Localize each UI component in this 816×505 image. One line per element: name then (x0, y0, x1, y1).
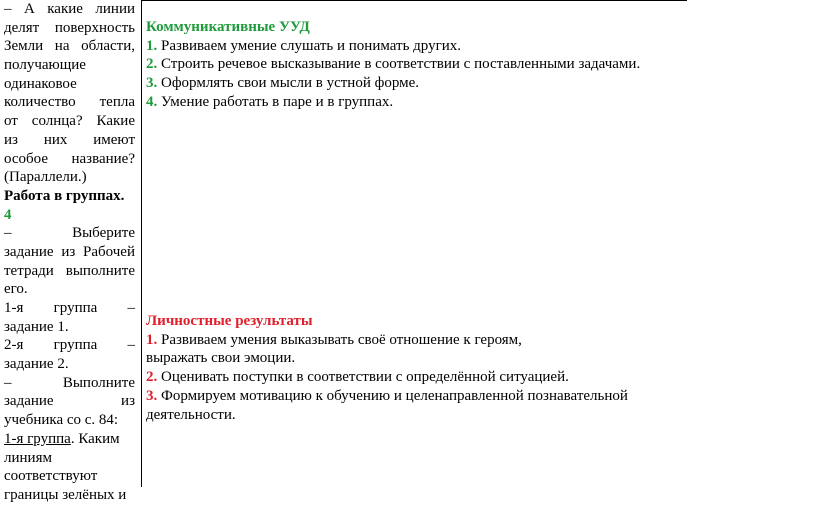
left-line: соответствуют (4, 468, 98, 485)
left-line-group1 (4, 430, 135, 449)
item-text: Развиваем умения выказывать своё отношение к героям, (157, 331, 522, 348)
left-line: одинаковое (4, 75, 77, 92)
communicative-item (146, 74, 706, 93)
communicative-heading: Коммуникативные УУД (146, 19, 310, 35)
item-number: 3. (146, 75, 158, 92)
item-text: Оценивать поступки в соответствии с определённой ситуацией. (157, 369, 569, 386)
item-number: 3. (146, 387, 158, 404)
left-line: задание из Рабочей (4, 243, 135, 260)
left-line: границы зелёных и (4, 486, 127, 503)
item-text: Формируем мотивацию к обучению и целенаправленной познавательной (157, 387, 628, 404)
group1-label: 1-я группа (4, 430, 71, 447)
personal-section (146, 312, 706, 424)
left-line: – Выберите (4, 225, 135, 242)
communicative-item (146, 55, 706, 74)
left-line: получающие (4, 57, 86, 74)
personal-item-continuation: выражать свои эмоции. (146, 350, 296, 367)
left-line: – А какие линии (4, 1, 135, 17)
item-number: 2. (146, 369, 158, 386)
group-work-number: 4 (4, 206, 12, 223)
item-number: 2. (146, 56, 158, 73)
left-line: количество тепла (4, 94, 135, 111)
group-work-heading: Работа в группах. (4, 187, 125, 204)
item-text: Оформлять свои мысли в устной форме. (157, 75, 419, 92)
personal-item-continuation: деятельности. (146, 406, 236, 423)
personal-item (146, 387, 706, 406)
left-line: 2-я группа – (4, 337, 135, 354)
table-top-border (141, 0, 687, 1)
item-number: 4. (146, 93, 158, 110)
communicative-section (146, 18, 706, 112)
left-line: из них имеют (4, 131, 135, 148)
left-column (4, 0, 135, 505)
personal-heading: Личностные результаты (146, 313, 313, 329)
left-line: задание 1. (4, 318, 69, 335)
item-number: 1. (146, 331, 158, 348)
left-line: линиям (4, 449, 52, 466)
left-line: задание 2. (4, 356, 69, 373)
left-line: тетради выполните (4, 262, 135, 279)
item-text: Развиваем умение слушать и понимать других. (157, 37, 462, 54)
left-line: – Выполните (4, 374, 135, 391)
left-line: его. (4, 281, 28, 298)
left-line: задание из (4, 393, 135, 410)
left-line: от солнца? Какие (4, 113, 135, 130)
personal-item (146, 368, 706, 387)
group1-rest: . Каким (70, 430, 120, 447)
item-text: Строить речевое высказывание в соответствии с поставленными задачами. (157, 56, 641, 73)
left-line: 1-я группа – (4, 300, 135, 316)
left-line: Земли на области, (4, 38, 135, 55)
column-divider (141, 0, 142, 487)
item-text: Умение работать в паре и в группах. (157, 93, 394, 110)
left-line: (Параллели.) (4, 169, 87, 186)
communicative-item (146, 93, 706, 112)
personal-item (146, 331, 706, 350)
left-line: учебника со с. 84: (4, 412, 119, 429)
left-line: делят поверхность (4, 19, 135, 36)
item-number: 1. (146, 37, 158, 54)
left-line: особое название? (4, 150, 135, 167)
communicative-item (146, 37, 706, 56)
